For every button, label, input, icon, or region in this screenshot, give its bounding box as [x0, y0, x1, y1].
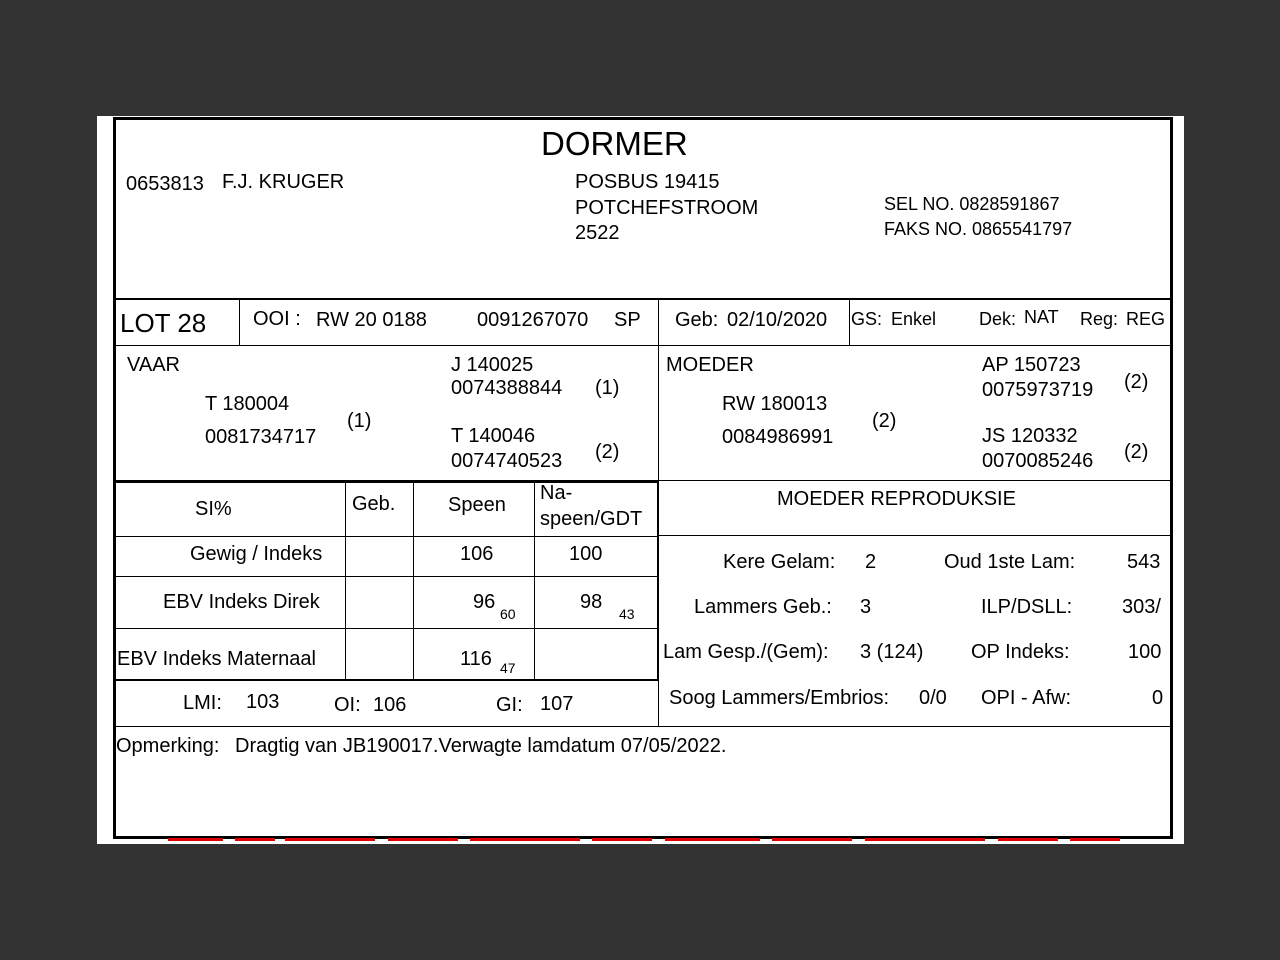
header-si: SI%	[195, 498, 232, 520]
ooi-suffix: SP	[614, 309, 641, 331]
reg-value: REG	[1126, 309, 1166, 329]
vaar-sire-grade: (1)	[595, 377, 620, 399]
divider-performance-top	[114, 481, 659, 483]
divider-lot-v1	[239, 299, 240, 345]
performance-row-line-1	[115, 536, 658, 537]
moeder-label: MOEDER	[666, 354, 754, 376]
seller-phone: SEL NO. 0828591867	[884, 194, 1060, 214]
vaar-grade: (1)	[347, 410, 372, 432]
vaar-id: T 180004	[205, 393, 290, 415]
remark-text: Dragtig van JB190017.Verwagte lamdatum 07/05/2022.	[235, 735, 727, 757]
performance-col-line-3	[534, 482, 535, 679]
performance-row-line-2	[115, 576, 658, 577]
header-geb: Geb.	[352, 493, 396, 515]
vaar-dam-number: 0074740523	[451, 450, 563, 472]
oud-1ste-lam-label: Oud 1ste Lam:	[944, 551, 1076, 573]
row-ebv-direk-speen-accuracy: 60	[500, 606, 516, 622]
moeder-dam-number: 0070085246	[982, 450, 1094, 472]
soog-lammers-value: 0/0	[919, 687, 947, 709]
row-ebv-maternaal-speen-accuracy: 47	[500, 660, 516, 676]
row-ebv-direk-label: EBV Indeks Direk	[163, 591, 320, 613]
opi-afw-value: 0	[1152, 687, 1164, 709]
row-gewig-label: Gewig / Indeks	[190, 543, 323, 565]
header-speen: Speen	[448, 494, 506, 516]
reg-label: Reg:	[1080, 309, 1119, 329]
breed-title: DORMER	[541, 125, 688, 162]
vaar-sire-id: J 140025	[451, 354, 534, 376]
seller-address-line-1: POSBUS 19415	[575, 171, 720, 193]
lmi-value: 103	[246, 691, 280, 713]
reproduction-title: MOEDER REPRODUKSIE	[777, 488, 1016, 510]
lammers-geb-label: Lammers Geb.:	[694, 596, 832, 618]
divider-reproduction-header	[659, 535, 1173, 536]
gi-value: 107	[540, 693, 574, 715]
ilp-dsll-label: ILP/DSLL:	[981, 596, 1073, 618]
op-indeks-value: 100	[1128, 641, 1162, 663]
vaar-label: VAAR	[127, 354, 180, 376]
opi-afw-label: OPI - Afw:	[981, 687, 1072, 709]
vaar-dam-grade: (2)	[595, 441, 620, 463]
gi-label: GI:	[496, 694, 523, 716]
seller-address-line-2: POTCHEFSTROOM	[575, 197, 759, 219]
dek-value: NAT	[1024, 307, 1059, 327]
moeder-grade: (2)	[872, 410, 897, 432]
moeder-sire-id: AP 150723	[982, 354, 1081, 376]
row-ebv-maternaal-label: EBV Indeks Maternaal	[117, 648, 316, 670]
header-naspeen-line-2: speen/GDT	[540, 508, 643, 530]
kere-gelam-value: 2	[865, 551, 877, 573]
row-gewig-speen: 106	[460, 543, 494, 565]
moeder-sire-grade: (2)	[1124, 371, 1149, 393]
gs-label: GS:	[851, 309, 883, 329]
vaar-sire-number: 0074388844	[451, 377, 563, 399]
divider-reproduction-left	[658, 480, 659, 726]
lam-gesp-value: 3 (124)	[860, 641, 924, 663]
vaar-dam-id: T 140046	[451, 425, 536, 447]
lammers-geb-value: 3	[860, 596, 872, 618]
birth-date-label: Geb:	[675, 309, 719, 331]
seller-code: 0653813	[126, 173, 204, 195]
performance-bottom-border	[114, 679, 659, 681]
lot-label: LOT 28	[120, 308, 207, 338]
row-ebv-direk-naspeen: 98	[580, 591, 603, 613]
row-ebv-direk-speen: 96	[473, 591, 496, 613]
lmi-label: LMI:	[183, 692, 222, 714]
moeder-dam-grade: (2)	[1124, 441, 1149, 463]
row-ebv-maternaal-speen: 116	[460, 648, 492, 670]
oud-1ste-lam-value: 543	[1127, 551, 1161, 573]
birth-date-value: 02/10/2020	[727, 309, 828, 331]
performance-row-line-3	[115, 628, 658, 629]
moeder-number: 0084986991	[722, 426, 834, 448]
divider-lot-v2	[658, 299, 659, 345]
performance-col-line-2	[413, 482, 414, 679]
op-indeks-label: OP Indeks:	[971, 641, 1070, 663]
moeder-dam-id: JS 120332	[982, 425, 1078, 447]
dek-label: Dek:	[979, 309, 1017, 329]
ilp-dsll-value: 303/	[1122, 596, 1161, 618]
seller-name: F.J. KRUGER	[222, 171, 345, 193]
divider-lot-bottom	[114, 345, 1173, 346]
divider-lot-v3	[849, 299, 850, 345]
cropped-red-footer-text	[160, 838, 1140, 846]
remark-label: Opmerking:	[116, 735, 220, 757]
seller-fax: FAKS NO. 0865541797	[884, 219, 1073, 239]
ooi-id: RW 20 0188	[316, 309, 427, 331]
ooi-label: OOI :	[253, 308, 301, 330]
soog-lammers-label: Soog Lammers/Embrios:	[669, 687, 890, 709]
seller-address-line-3: 2522	[575, 222, 620, 244]
moeder-sire-number: 0075973719	[982, 379, 1094, 401]
kere-gelam-label: Kere Gelam:	[723, 551, 836, 573]
oi-value: 106	[373, 694, 407, 716]
ooi-number: 0091267070	[477, 309, 589, 331]
divider-indices-bottom	[114, 726, 1173, 727]
lam-gesp-label: Lam Gesp./(Gem):	[663, 641, 829, 663]
vaar-number: 0081734717	[205, 426, 317, 448]
performance-left-border	[114, 481, 116, 680]
row-ebv-direk-naspeen-accuracy: 43	[619, 606, 635, 622]
row-gewig-naspeen: 100	[569, 543, 603, 565]
moeder-id: RW 180013	[722, 393, 828, 415]
header-naspeen-line-1: Na-	[540, 482, 573, 504]
divider-lot-top	[114, 298, 1173, 300]
divider-pedigree-center	[658, 345, 659, 480]
gs-value: Enkel	[891, 309, 937, 329]
oi-label: OI:	[334, 694, 361, 716]
performance-col-line-1	[345, 482, 346, 679]
